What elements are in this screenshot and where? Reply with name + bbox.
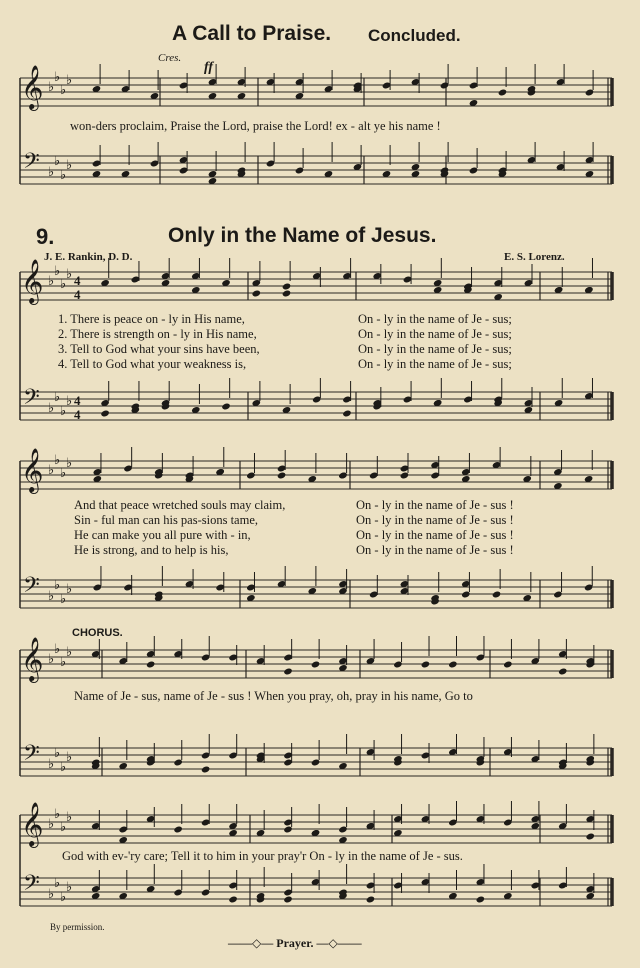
treble-clef-icon: 𝄞 [21,448,44,492]
bass-note-icon [228,896,237,904]
flat-sign-icon: ♭ [48,462,55,477]
flat-sign-icon: ♭ [54,641,61,656]
hymn-title-only-in-name: Only in the Name of Jesus. [168,224,437,247]
flat-sign-icon: ♭ [66,393,73,408]
verse-a-line-1: 1. There is peace on - ly in His name, [58,312,245,326]
verse-b-line-1: And that peace wretched souls may claim, [74,498,286,512]
flat-sign-icon: ♭ [48,588,55,603]
treble-note-icon [558,668,567,676]
flat-sign-icon: ♭ [54,452,61,467]
treble-clef-icon: 𝄞 [21,65,44,109]
flat-sign-icon: ♭ [66,879,73,894]
flat-sign-icon: ♭ [66,72,73,87]
footer-prayer-heading [228,936,362,951]
time-signature-top: 4 [74,393,81,408]
flat-sign-icon: ♭ [60,82,67,97]
treble-note-icon [173,826,182,834]
hymn1-lyric-line: won-ders proclaim, Praise the Lord, praise the Lord! ex - alt ye his name ! [70,119,441,133]
bass-clef-icon: 𝄢 [23,149,40,179]
bass-clef-icon: 𝄢 [23,741,40,771]
flat-sign-icon: ♭ [54,153,61,168]
hymn-title-call-to-praise: A Call to Praise. [172,22,332,45]
flat-sign-icon: ♭ [60,465,67,480]
flat-sign-icon: ♭ [48,651,55,666]
treble-note-icon [283,668,292,676]
flat-sign-icon: ♭ [66,749,73,764]
treble-note-icon [503,661,512,669]
hymn-author: J. E. Rankin, D. D. [44,251,133,263]
refrain-a-line-4: On - ly in the name of Je - sus; [358,357,512,371]
hymn-status-concluded: Concluded. [368,26,461,45]
flat-sign-icon: ♭ [66,157,73,172]
flat-sign-icon: ♭ [66,266,73,281]
chorus-lyric-line-2: God with ev-'ry care; Tell it to him in your pray'r On - ly in the name of Je - sus. [62,849,463,863]
treble-clef-icon: 𝄞 [21,802,44,846]
refrain-b-line-3: On - ly in the name of Je - sus ! [356,528,514,542]
treble-note-icon [282,290,291,298]
bass-note-icon [492,591,501,599]
ornament-right-icon: —◇—— [316,936,362,950]
bass-clef-icon: 𝄢 [23,871,40,901]
treble-note-icon [421,661,430,669]
flat-sign-icon: ♭ [54,263,61,278]
treble-note-icon [311,661,320,669]
treble-note-icon [277,472,286,480]
refrain-a-line-1: On - ly in the name of Je - sus; [358,312,512,326]
bass-note-icon [100,410,109,418]
permission-note: By permission. [50,922,105,932]
flat-sign-icon: ♭ [48,400,55,415]
refrain-b-line-2: On - ly in the name of Je - sus ! [356,513,514,527]
flat-sign-icon: ♭ [54,806,61,821]
flat-sign-icon: ♭ [48,273,55,288]
flat-sign-icon: ♭ [66,644,73,659]
flat-sign-icon: ♭ [60,167,67,182]
bass-note-icon [342,410,351,418]
verse-a-line-2: 2. There is strength on - ly in His name, [58,327,257,341]
bass-clef-icon: 𝄢 [23,573,40,603]
flat-sign-icon: ♭ [60,591,67,606]
flat-sign-icon: ♭ [54,745,61,760]
bass-note-icon [283,896,292,904]
flat-sign-icon: ♭ [60,654,67,669]
hymn-composer: E. S. Lorenz. [504,251,565,263]
flat-sign-icon: ♭ [60,819,67,834]
time-signature-top: 4 [74,273,81,288]
verse-b-line-4: He is strong, and to help is his, [74,543,229,557]
verse-a-line-3: 3. Tell to God what your sins have been, [58,342,260,356]
flat-sign-icon: ♭ [48,164,55,179]
treble-clef-icon: 𝄞 [21,637,44,681]
bass-note-icon [201,766,210,774]
verse-b-line-2: Sin - ful man can his pas-sions tame, [74,513,258,527]
flat-sign-icon: ♭ [54,389,61,404]
flat-sign-icon: ♭ [60,276,67,291]
treble-note-icon [252,290,261,298]
chorus-lyric-line-1: Name of Je - sus, name of Je - sus ! When you pray, oh, pray in his name, Go to [74,689,473,703]
flat-sign-icon: ♭ [60,889,67,904]
bass-note-icon [476,896,485,904]
treble-note-icon [498,89,507,97]
bass-note-icon [221,403,230,411]
chorus-label: CHORUS. [72,627,123,639]
time-signature-bottom: 4 [74,407,81,422]
time-signature-bottom: 4 [74,287,81,302]
verse-b-line-3: He can make you all pure with - in, [74,528,251,542]
flat-sign-icon: ♭ [48,886,55,901]
ornament-left-icon: ——◇— [228,936,274,950]
refrain-a-line-2: On - ly in the name of Je - sus; [358,327,512,341]
flat-sign-icon: ♭ [48,79,55,94]
refrain-b-line-4: On - ly in the name of Je - sus ! [356,543,514,557]
refrain-b-line-1: On - ly in the name of Je - sus ! [356,498,514,512]
flat-sign-icon: ♭ [54,577,61,592]
flat-sign-icon: ♭ [66,809,73,824]
flat-sign-icon: ♭ [54,875,61,890]
flat-sign-icon: ♭ [48,756,55,771]
verse-a-line-4: 4. Tell to God what your weakness is, [58,357,247,371]
bass-clef-icon: 𝄢 [23,385,40,415]
crescendo-mark: Cres. [158,52,182,64]
hymn-number: 9. [36,224,55,249]
flat-sign-icon: ♭ [66,455,73,470]
bass-note-icon [366,896,375,904]
flat-sign-icon: ♭ [60,403,67,418]
flat-sign-icon: ♭ [54,69,61,84]
fortissimo-mark: ff [204,60,214,75]
flat-sign-icon: ♭ [66,581,73,596]
treble-note-icon [448,661,457,669]
treble-note-icon [282,283,291,291]
treble-note-icon [146,661,155,669]
refrain-a-line-3: On - ly in the name of Je - sus; [358,342,512,356]
flat-sign-icon: ♭ [60,759,67,774]
flat-sign-icon: ♭ [48,816,55,831]
treble-note-icon [586,833,595,841]
treble-clef-icon: 𝄞 [21,259,44,303]
footer-label: Prayer. [276,936,314,950]
